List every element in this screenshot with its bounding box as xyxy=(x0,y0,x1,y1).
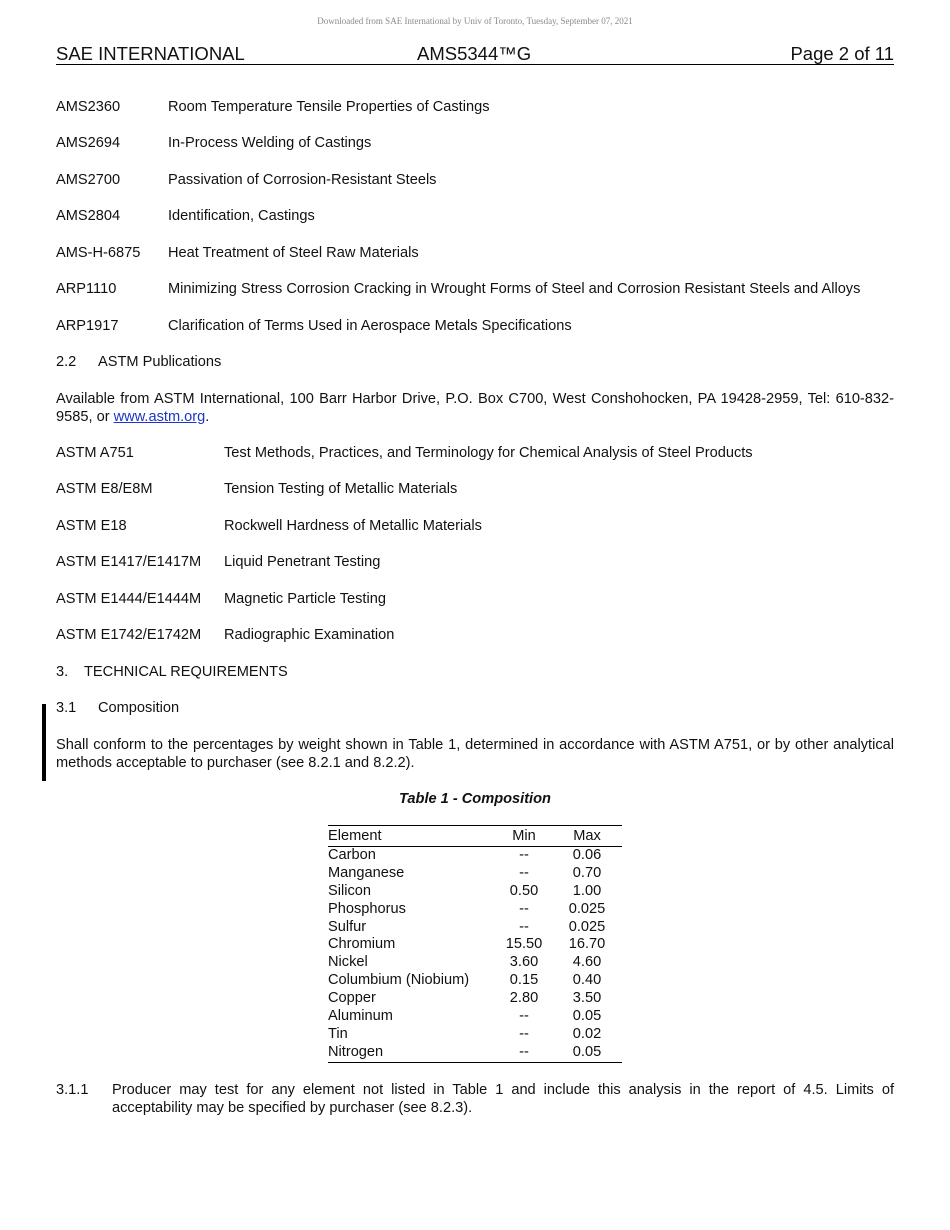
header-document-number: AMS5344™G xyxy=(417,43,532,64)
composition-paragraph: Shall conform to the percentages by weight shown in Table 1, determined in accordance with ASTM A751, or by other analytical methods acceptable to purchaser (see 8.2.1 and 8.2.2). xyxy=(56,737,894,771)
reference-code: AMS-H-6875 xyxy=(56,245,141,261)
section-heading: Composition xyxy=(98,700,180,716)
max-cell: 0.70 xyxy=(572,864,602,881)
max-cell: 0.40 xyxy=(572,972,602,989)
element-cell: Aluminum xyxy=(328,1008,393,1025)
table-row xyxy=(328,919,622,937)
table-row xyxy=(328,865,622,883)
section-number: 2.2 xyxy=(56,354,77,370)
min-cell: 2.80 xyxy=(509,990,539,1007)
producer-analysis-paragraph: Producer may test for any element not listed in Table 1 and include this analysis in the report of 4.5. Limits of acceptability may be specified by purchaser (see 8.2.3). xyxy=(112,1082,894,1116)
reference-code: ASTM E8/E8M xyxy=(56,481,153,497)
reference-code: ASTM A751 xyxy=(56,445,134,461)
element-cell: Silicon xyxy=(328,882,371,899)
reference-code: AMS2694 xyxy=(56,135,121,151)
max-cell: 16.70 xyxy=(568,936,606,953)
reference-title: Radiographic Examination xyxy=(224,627,395,643)
reference-code: ASTM E1742/E1742M xyxy=(56,627,202,643)
element-cell: Carbon xyxy=(328,846,376,863)
availability-text: Available from ASTM International, 100 Barr Harbor Drive, P.O. Box C700, West Conshohocken, PA 19428-2959, Tel: 610-832-9585, or xyxy=(56,391,894,425)
reference-code: ARP1917 xyxy=(56,318,119,334)
availability-text-end: . xyxy=(205,409,210,425)
column-header-max: Max xyxy=(552,826,622,847)
table-row xyxy=(328,1008,622,1026)
min-cell: -- xyxy=(496,1044,552,1062)
element-cell: Nitrogen xyxy=(328,1044,496,1062)
reference-code: AMS2700 xyxy=(56,172,121,188)
table-row xyxy=(328,1026,622,1044)
max-cell: 0.025 xyxy=(568,900,606,917)
element-cell: Copper xyxy=(328,990,376,1007)
reference-title: In-Process Welding of Castings xyxy=(168,135,372,151)
reference-title: Minimizing Stress Corrosion Cracking in Wrought Forms of Steel and Corrosion Resistant Steels and Alloys xyxy=(168,281,861,297)
table-caption: Table 1 - Composition xyxy=(399,791,551,807)
table-row xyxy=(328,954,622,972)
reference-title: Passivation of Corrosion-Resistant Steels xyxy=(168,172,437,188)
element-cell: Nickel xyxy=(328,954,368,971)
reference-title: Rockwell Hardness of Metallic Materials xyxy=(224,518,482,534)
max-cell: 4.60 xyxy=(572,954,602,971)
min-cell: 0.15 xyxy=(509,972,539,989)
column-header-element: Element xyxy=(328,826,496,847)
reference-code: ASTM E1417/E1417M xyxy=(56,554,202,570)
reference-title: Identification, Castings xyxy=(168,208,315,224)
max-cell: 1.00 xyxy=(572,882,602,899)
min-cell: -- xyxy=(519,1025,529,1042)
min-cell: -- xyxy=(519,900,529,917)
table-row xyxy=(328,846,622,864)
min-cell: 3.60 xyxy=(509,954,539,971)
element-cell: Chromium xyxy=(328,936,396,953)
download-watermark: Downloaded from SAE International by Univ of Toronto, Tuesday, September 07, 2021 xyxy=(317,16,633,26)
reference-title: Clarification of Terms Used in Aerospace Metals Specifications xyxy=(168,318,572,334)
revision-change-bar xyxy=(42,704,46,781)
max-cell: 0.05 xyxy=(572,1008,602,1025)
reference-code: AMS2804 xyxy=(56,208,121,224)
reference-title: Magnetic Particle Testing xyxy=(224,591,386,607)
table-row xyxy=(328,972,622,990)
element-cell: Sulfur xyxy=(328,918,367,935)
section-number: 3. xyxy=(56,664,69,680)
reference-title: Liquid Penetrant Testing xyxy=(224,554,381,570)
max-cell: 0.025 xyxy=(568,918,606,935)
section-number: 3.1.1 xyxy=(56,1082,89,1098)
header-rule xyxy=(56,64,894,65)
max-cell: 0.06 xyxy=(572,846,602,863)
section-heading: ASTM Publications xyxy=(98,354,222,370)
header-page-number: Page 2 of 11 xyxy=(790,43,894,64)
max-cell: 0.02 xyxy=(572,1025,602,1042)
min-cell: 15.50 xyxy=(505,936,543,953)
astm-website-link[interactable]: www.astm.org xyxy=(113,409,206,425)
element-cell: Columbium (Niobium) xyxy=(328,972,470,989)
min-cell: 0.50 xyxy=(509,882,539,899)
astm-availability-paragraph xyxy=(56,390,894,426)
element-cell: Manganese xyxy=(328,864,405,881)
reference-title: Tension Testing of Metallic Materials xyxy=(224,481,458,497)
reference-title: Heat Treatment of Steel Raw Materials xyxy=(168,245,419,261)
reference-code: AMS2360 xyxy=(56,99,121,115)
min-cell: -- xyxy=(519,918,529,935)
table-row xyxy=(328,1044,622,1062)
min-cell: -- xyxy=(519,864,529,881)
table-header-row xyxy=(328,826,622,847)
reference-code: ASTM E1444/E1444M xyxy=(56,591,202,607)
header-organization: SAE INTERNATIONAL xyxy=(56,43,245,64)
element-cell: Phosphorus xyxy=(328,900,406,917)
reference-code: ARP1110 xyxy=(56,281,117,297)
section-heading: TECHNICAL REQUIREMENTS xyxy=(84,664,288,680)
reference-title: Room Temperature Tensile Properties of Castings xyxy=(168,99,490,115)
min-cell: -- xyxy=(519,1008,529,1025)
reference-code: ASTM E18 xyxy=(56,518,127,534)
section-number: 3.1 xyxy=(56,700,77,716)
table-row xyxy=(328,901,622,919)
element-cell: Tin xyxy=(328,1025,348,1042)
max-cell: 3.50 xyxy=(572,990,602,1007)
reference-title: Test Methods, Practices, and Terminology for Chemical Analysis of Steel Products xyxy=(224,445,753,461)
composition-table xyxy=(328,825,622,1063)
table-row xyxy=(328,883,622,901)
max-cell: 0.05 xyxy=(552,1044,622,1062)
min-cell: -- xyxy=(519,846,529,863)
column-header-min: Min xyxy=(496,826,552,847)
table-row xyxy=(328,990,622,1008)
table-row xyxy=(328,936,622,954)
